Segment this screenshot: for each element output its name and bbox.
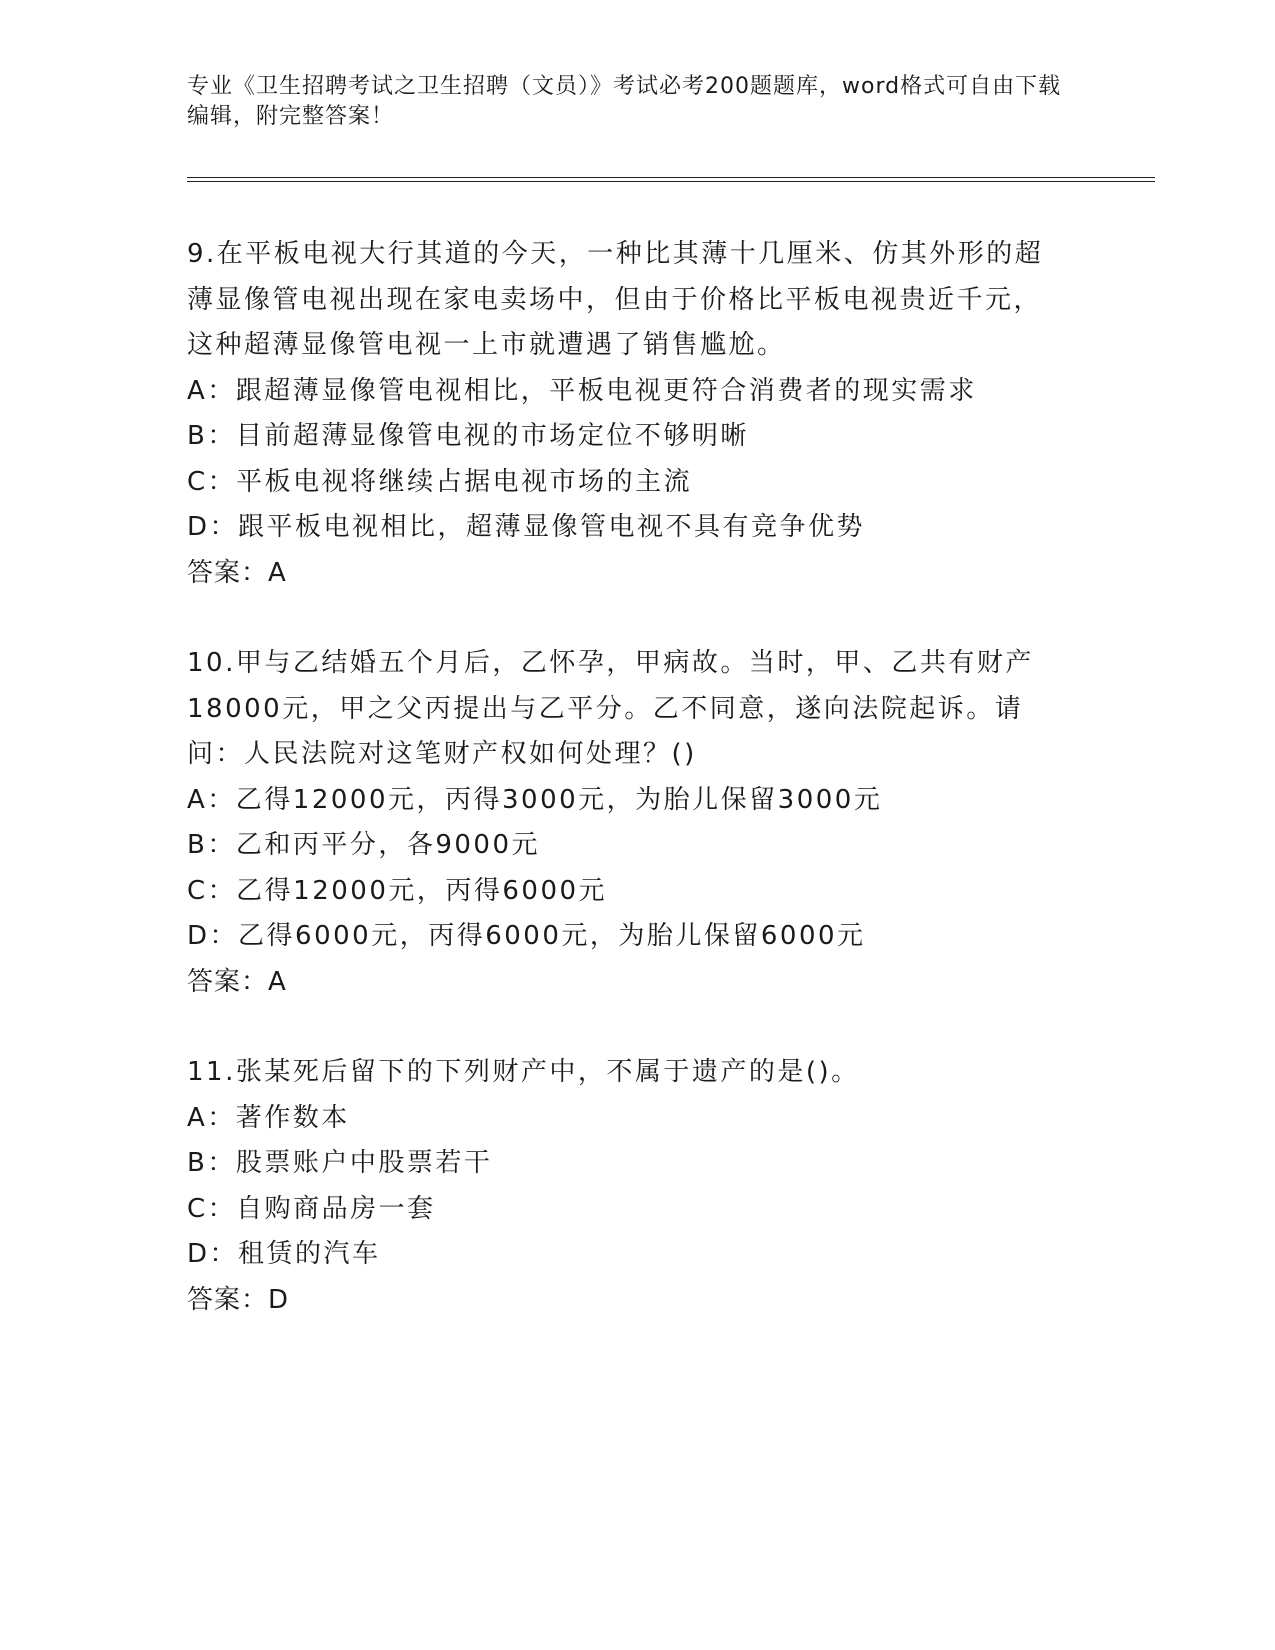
option-a: A：著作数本 — [187, 1102, 350, 1133]
option-b: B：目前超薄显像管电视的市场定位不够明晰 — [187, 421, 749, 451]
option-b: B：股票账户中股票若干 — [187, 1148, 493, 1178]
option-b: B：乙和丙平分，各9000元 — [187, 830, 541, 860]
question-list — [187, 232, 1067, 1368]
option-d: D：租赁的汽车 — [187, 1239, 381, 1269]
question-10 — [187, 641, 1067, 1005]
option-a: A：乙得12000元，丙得3000元，为胎儿保留3000元 — [187, 784, 883, 815]
question-9 — [187, 232, 1067, 596]
document-header: 专业《卫生招聘考试之卫生招聘（文员）》考试必考200题题库，word格式可自由下载编辑，附完整答案！ — [187, 74, 1062, 129]
answer-line: 答案：D — [187, 1284, 290, 1315]
question-11 — [187, 1050, 1067, 1323]
answer-line: 答案：A — [187, 966, 287, 997]
answer-line: 答案：A — [187, 557, 287, 588]
question-stem: 10.甲与乙结婚五个月后，乙怀孕，甲病故。当时，甲、乙共有财产18000元，甲之父丙提出与乙平分。乙不同意，遂向法院起诉。请问：人民法院对这笔财产权如何处理？() — [187, 648, 1034, 769]
option-d: D：乙得6000元，丙得6000元，为胎儿保留6000元 — [187, 921, 866, 951]
header-divider — [187, 177, 1155, 182]
option-c: C：自购商品房一套 — [187, 1193, 436, 1224]
question-stem: 11.张某死后留下的下列财产中，不属于遗产的是()。 — [187, 1057, 860, 1087]
option-c: C：乙得12000元，丙得6000元 — [187, 875, 608, 906]
option-d: D：跟平板电视相比，超薄显像管电视不具有竞争优势 — [187, 512, 866, 542]
option-a: A：跟超薄显像管电视相比，平板电视更符合消费者的现实需求 — [187, 375, 977, 406]
option-c: C：平板电视将继续占据电视市场的主流 — [187, 466, 693, 497]
question-stem: 9.在平板电视大行其道的今天，一种比其薄十几厘米、仿其外形的超薄显像管电视出现在家电卖场中，但由于价格比平板电视贵近千元，这种超薄显像管电视一上市就遭遇了销售尴尬。 — [187, 239, 1044, 360]
